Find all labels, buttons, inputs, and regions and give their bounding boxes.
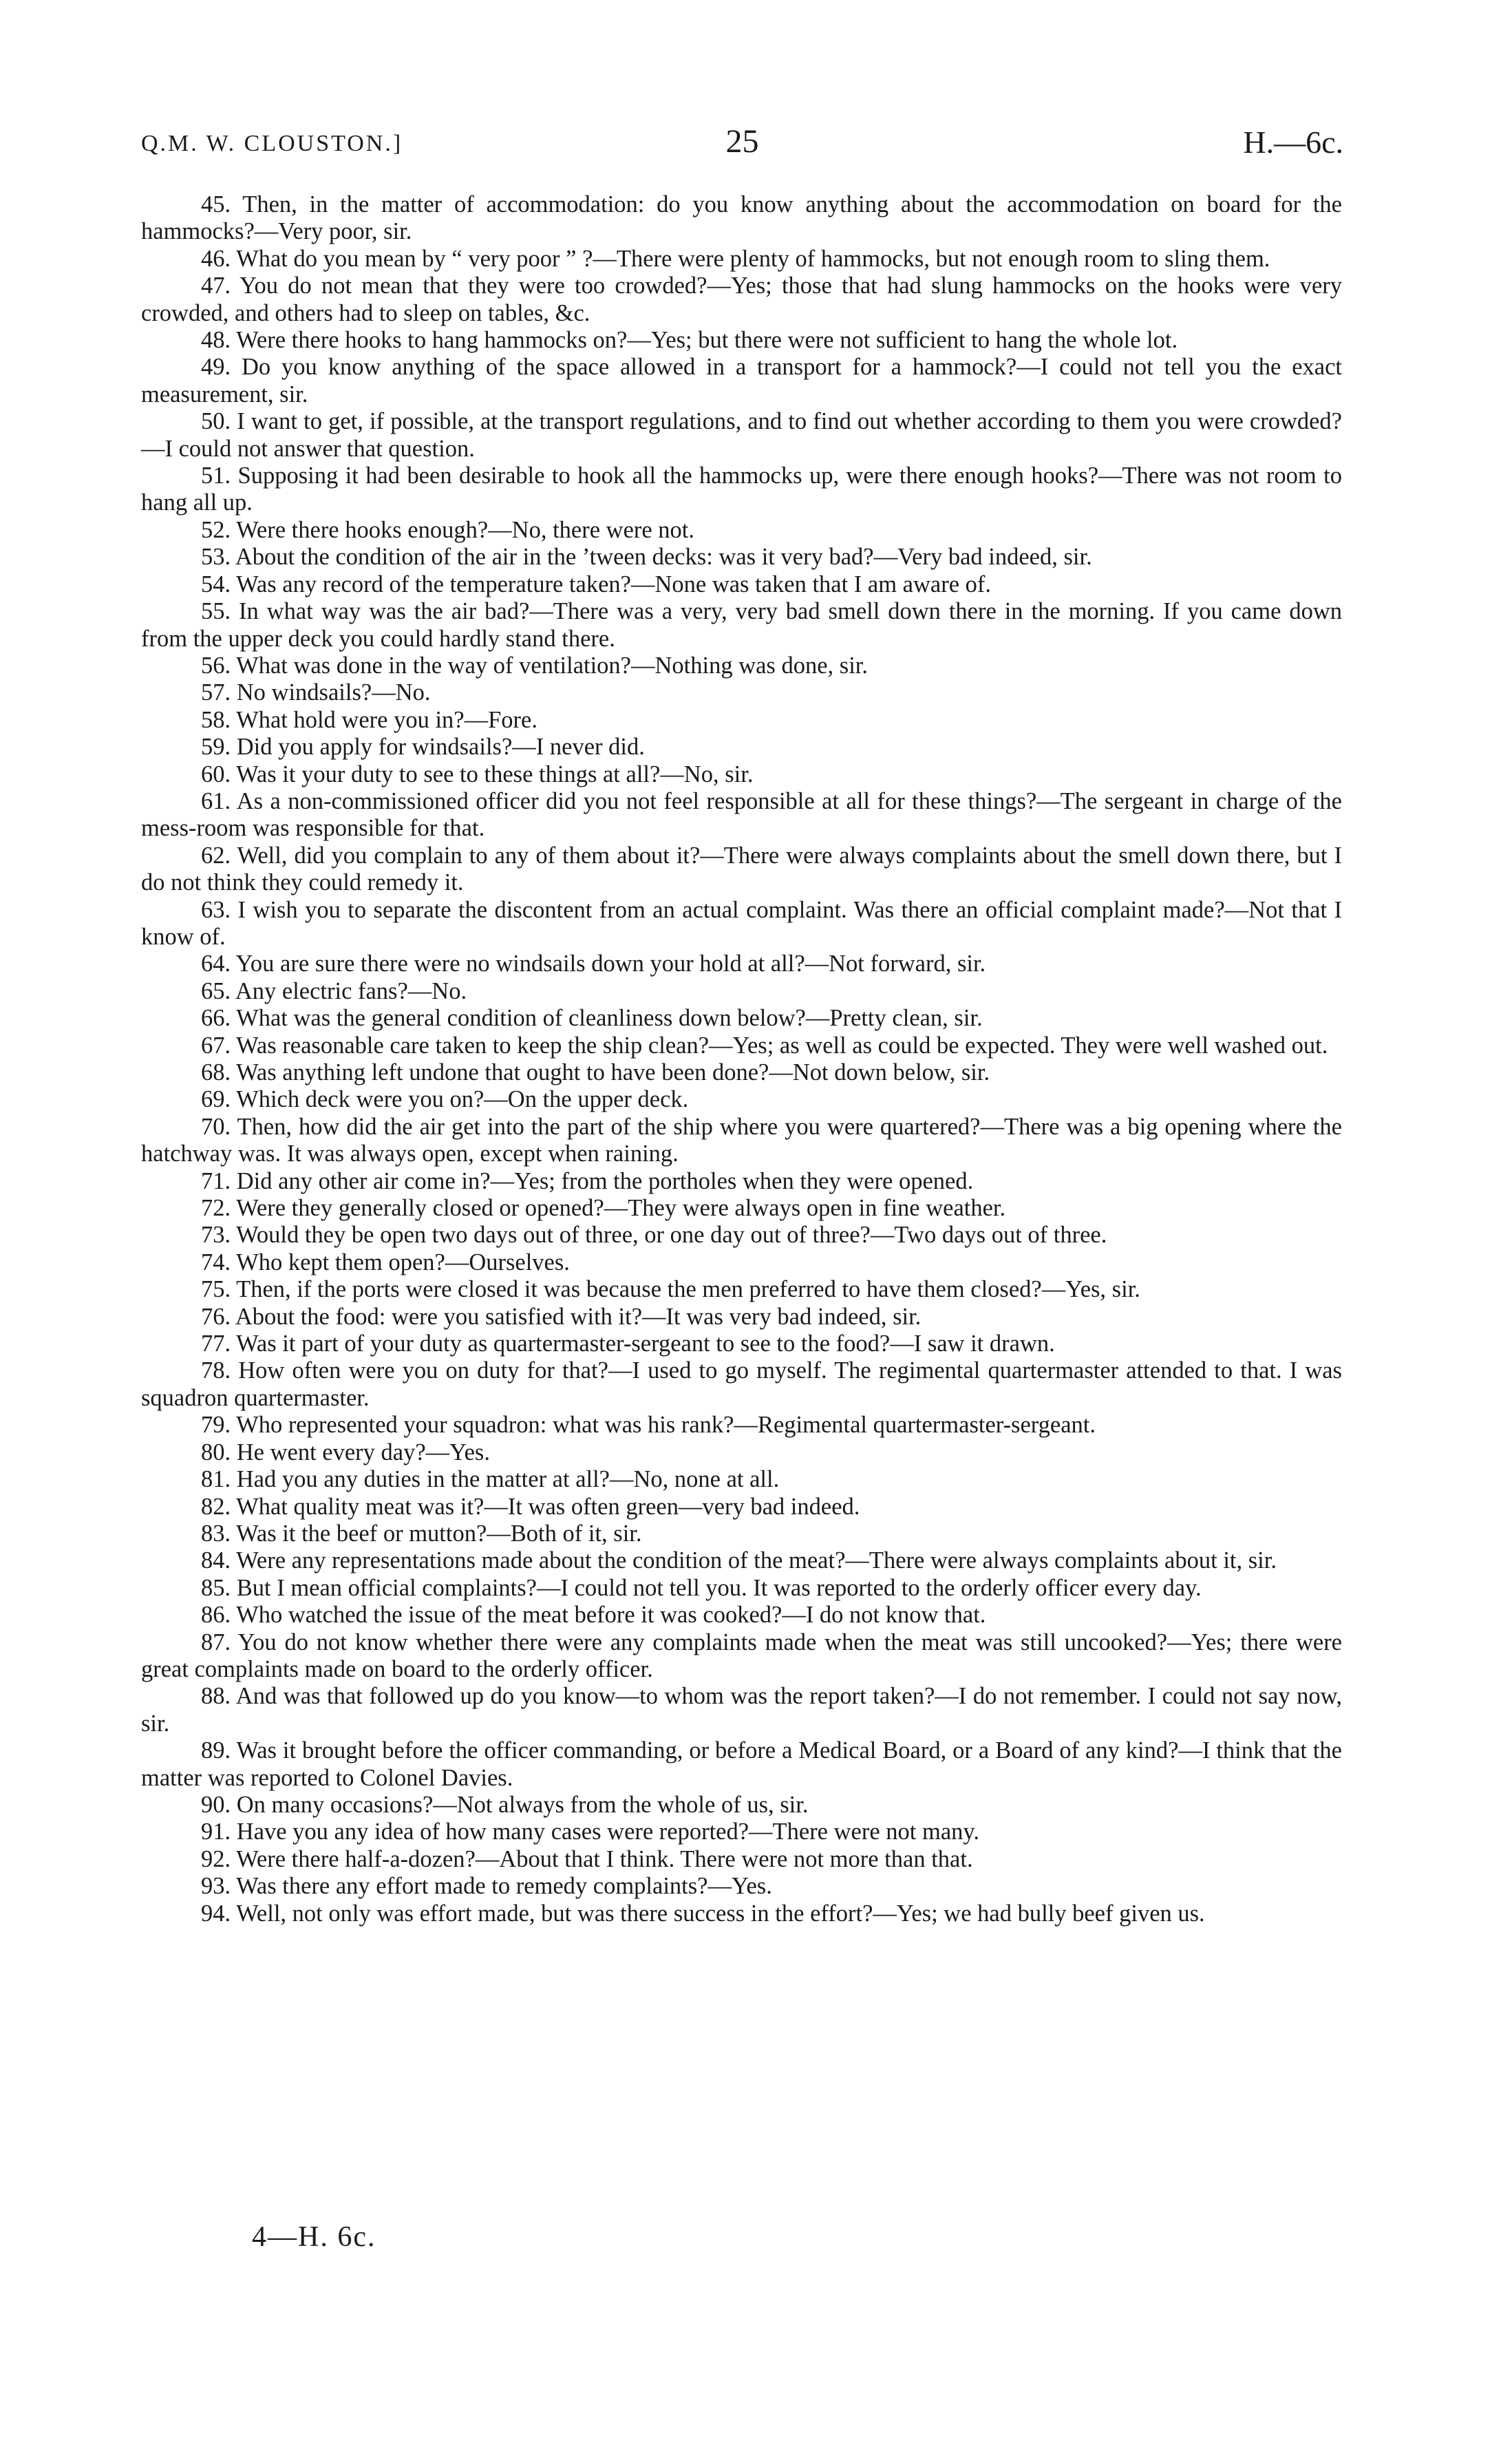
qa-paragraph: 92. Were there half-a-dozen?—About that I think. There were not more than that. — [201, 1845, 973, 1872]
qa-paragraph: 65. Any electric fans?—No. — [201, 977, 467, 1004]
qa-paragraph: 61. As a non-commissioned officer did you not feel responsible at all for these things?—The sergeant in charge of the mess-room was responsible for that. — [141, 787, 1342, 842]
qa-paragraph: 50. I want to get, if possible, at the transport regulations, and to find out whether according to them you were crowded?—I could not answer that question. — [141, 408, 1342, 462]
qa-paragraph: 67. Was reasonable care taken to keep the ship clean?—Yes; as well as could be expected. They were well washed out. — [201, 1032, 1328, 1059]
qa-paragraph: 63. I wish you to separate the discontent from an actual complaint. Was there an official complaint made?—Not that I know of. — [141, 896, 1342, 950]
page-header — [141, 123, 1343, 171]
qa-paragraph: 70. Then, how did the air get into the part of the ship where you were quartered?—There was a big opening where the hatchway was. It was always open, except when raining. — [141, 1113, 1342, 1167]
qa-paragraph: 72. Were they generally closed or opened?—They were always open in fine weather. — [201, 1195, 1006, 1222]
qa-paragraph: 76. About the food: were you satisfied with it?—It was very bad indeed, sir. — [201, 1303, 922, 1330]
page-number: 25 — [725, 123, 759, 160]
qa-paragraph: 81. Had you any duties in the matter at all?—No, none at all. — [201, 1466, 780, 1493]
qa-paragraph: 45. Then, in the matter of accommodation: do you know anything about the accommodation on board for the hammocks?—Very poor, sir. — [141, 191, 1342, 245]
qa-paragraph: 75. Then, if the ports were closed it was because the men preferred to have them closed?—Yes, sir. — [201, 1276, 1140, 1303]
qa-paragraph: 47. You do not mean that they were too crowded?—Yes; those that had slung hammocks on the hooks were very crowded, and others had to sleep on tables, &c. — [141, 273, 1342, 326]
qa-paragraph: 58. What hold were you in?—Fore. — [201, 706, 537, 733]
qa-paragraph: 62. Well, did you complain to any of them about it?—There were always complaints about the smell down there, but I do not think they could remedy it. — [141, 842, 1342, 896]
qa-paragraph: 69. Which deck were you on?—On the upper deck. — [201, 1086, 689, 1113]
qa-paragraph: 49. Do you know anything of the space allowed in a transport for a hammock?—I could not tell you the exact measurement, sir. — [141, 354, 1342, 407]
qa-paragraph: 82. What quality meat was it?—It was often green—very bad indeed. — [201, 1493, 860, 1520]
qa-paragraph: 60. Was it your duty to see to these things at all?—No, sir. — [201, 761, 754, 787]
qa-paragraph: 71. Did any other air come in?—Yes; from the portholes when they were opened. — [201, 1167, 974, 1194]
qa-paragraph: 86. Who watched the issue of the meat before it was cooked?—I do not know that. — [201, 1602, 986, 1629]
qa-paragraph: 53. About the condition of the air in the ’tween decks: was it very bad?—Very bad indeed, sir. — [201, 544, 1092, 571]
qa-paragraph: 94. Well, not only was effort made, but was there success in the effort?—Yes; we had bully beef given us. — [201, 1900, 1205, 1927]
qa-paragraph: 83. Was it the beef or mutton?—Both of it, sir. — [201, 1520, 642, 1547]
qa-paragraph: 78. How often were you on duty for that?—I used to go myself. The regimental quartermaster attended to that. I was squadron quartermaster. — [141, 1357, 1342, 1411]
qa-paragraph: 80. He went every day?—Yes. — [201, 1439, 490, 1465]
qa-paragraph: 84. Were any representations made about the condition of the meat?—There were always complaints about it, sir. — [201, 1547, 1277, 1574]
qa-paragraph: 90. On many occasions?—Not always from the whole of us, sir. — [201, 1791, 809, 1818]
qa-paragraph: 68. Was anything left undone that ought to have been done?—Not down below, sir. — [201, 1059, 990, 1085]
qa-paragraph: 51. Supposing it had been desirable to hook all the hammocks up, were there enough hooks?—There was not room to hang all up. — [141, 463, 1342, 516]
qa-paragraph: 77. Was it part of your duty as quartermaster-sergeant to see to the food?—I saw it drawn. — [201, 1331, 1055, 1357]
qa-paragraph: 56. What was done in the way of ventilation?—Nothing was done, sir. — [201, 652, 869, 679]
signature-mark: 4—H. 6c. — [252, 2221, 376, 2253]
qa-paragraph: 55. In what way was the air bad?—There was a very, very bad smell down there in the morning. If you came down from the upper deck you could hardly stand there. — [141, 598, 1342, 652]
qa-paragraph: 59. Did you apply for windsails?—I never did. — [201, 734, 645, 761]
qa-paragraph: 88. And was that followed up do you know—to whom was the report taken?—I do not remember. I could not say now, sir. — [141, 1683, 1342, 1737]
qa-paragraph: 89. Was it brought before the officer commanding, or before a Medical Board, or a Board of any kind?—I think that the matter was reported to Colonel Davies. — [141, 1737, 1342, 1791]
running-head-left: Q.M. W. CLOUSTON.] — [141, 131, 403, 156]
qa-paragraph: 85. But I mean official complaints?—I could not tell you. It was reported to the orderly officer every day. — [201, 1574, 1202, 1601]
qa-paragraph: 93. Was there any effort made to remedy complaints?—Yes. — [201, 1873, 772, 1900]
question-answer-body — [141, 191, 1342, 1927]
qa-paragraph: 48. Were there hooks to hang hammocks on?—Yes; but there were not sufficient to hang the whole lot. — [201, 327, 1178, 354]
running-head-right: H.—6c. — [1243, 125, 1343, 160]
qa-paragraph: 87. You do not know whether there were any complaints made when the meat was still uncooked?—Yes; there were great complaints made on board to the orderly officer. — [141, 1629, 1342, 1682]
qa-paragraph: 64. You are sure there were no windsails down your hold at all?—Not forward, sir. — [201, 951, 986, 977]
qa-paragraph: 74. Who kept them open?—Ourselves. — [201, 1249, 570, 1275]
qa-paragraph: 66. What was the general condition of cleanliness down below?—Pretty clean, sir. — [201, 1005, 983, 1032]
qa-paragraph: 73. Would they be open two days out of three, or one day out of three?—Two days out of three. — [201, 1222, 1107, 1249]
qa-paragraph: 54. Was any record of the temperature taken?—None was taken that I am aware of. — [201, 571, 992, 597]
qa-paragraph: 52. Were there hooks enough?—No, there were not. — [201, 516, 695, 543]
qa-paragraph: 91. Have you any idea of how many cases were reported?—There were not many. — [201, 1819, 980, 1845]
qa-paragraph: 79. Who represented your squadron: what was his rank?—Regimental quartermaster-sergeant. — [201, 1412, 1096, 1439]
qa-paragraph: 57. No windsails?—No. — [201, 679, 431, 706]
qa-paragraph: 46. What do you mean by “ very poor ” ?—There were plenty of hammocks, but not enough room to sling them. — [201, 245, 1270, 272]
